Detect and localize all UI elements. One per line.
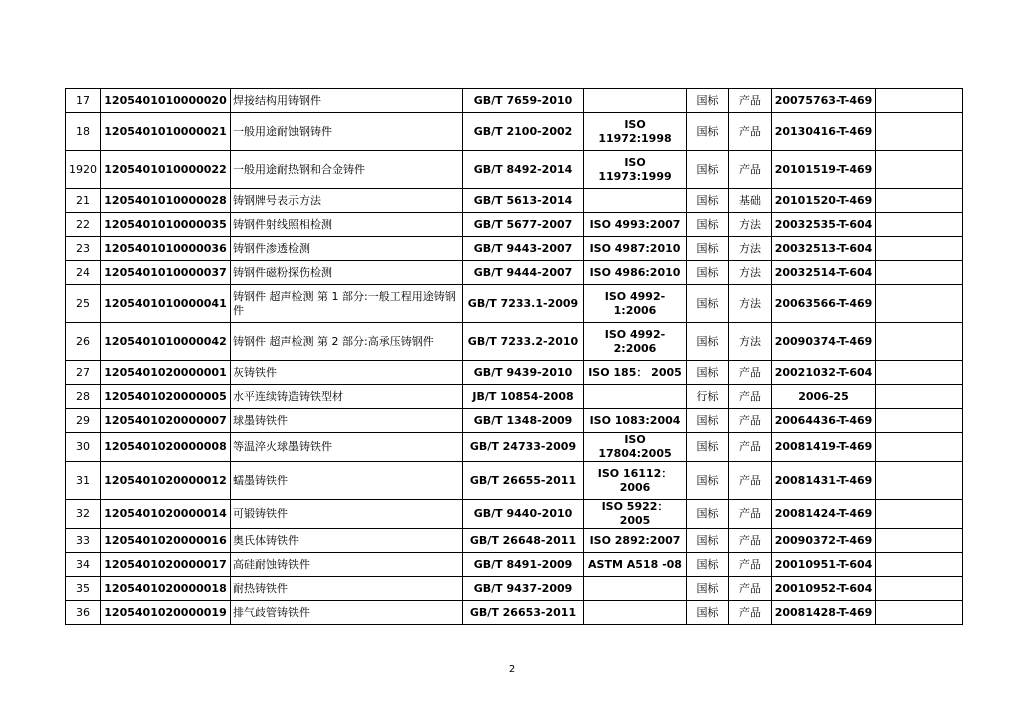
row-seq: 31 [66,462,101,500]
row-name: 铸钢牌号表示方法 [231,189,463,213]
table-row [66,323,963,361]
row-level: 国标 [687,151,729,189]
row-seq: 29 [66,409,101,433]
row-name: 一般用途耐蚀钢铸件 [231,113,463,151]
row-standard-number: JB/T 10854-2008 [463,385,584,409]
row-plan-number: 20101519-T-469 [772,151,876,189]
row-note [876,553,963,577]
row-iso-equivalent: ISO 4993:2007 [584,213,687,237]
table-row [66,113,963,151]
table-row [66,553,963,577]
row-note [876,323,963,361]
table-row [66,433,963,462]
row-iso-equivalent: ISO 4987:2010 [584,237,687,261]
row-level: 国标 [687,553,729,577]
row-seq: 21 [66,189,101,213]
row-code: 1205401020000017 [101,553,231,577]
row-seq: 32 [66,500,101,529]
row-standard-number: GB/T 9443-2007 [463,237,584,261]
row-name: 蠕墨铸铁件 [231,462,463,500]
row-code: 1205401020000019 [101,601,231,625]
row-iso-equivalent: ISO 11973:1999 [584,151,687,189]
standards-table [65,88,963,625]
row-note [876,361,963,385]
row-seq: 26 [66,323,101,361]
table-row [66,189,963,213]
row-level: 国标 [687,433,729,462]
standards-table-body [66,89,963,625]
row-category: 方法 [729,285,772,323]
row-iso-equivalent: ISO 17804:2005 [584,433,687,462]
row-standard-number: GB/T 5677-2007 [463,213,584,237]
row-level: 国标 [687,323,729,361]
row-standard-number: GB/T 24733-2009 [463,433,584,462]
row-seq: 30 [66,433,101,462]
row-name: 铸钢件磁粉探伤检测 [231,261,463,285]
page-number: 2 [508,664,516,675]
row-plan-number: 20064436-T-469 [772,409,876,433]
row-level: 国标 [687,577,729,601]
row-plan-number: 20081419-T-469 [772,433,876,462]
row-seq: 22 [66,213,101,237]
row-category: 产品 [729,601,772,625]
row-standard-number: GB/T 8491-2009 [463,553,584,577]
row-iso-equivalent: ISO 185： 2005 [584,361,687,385]
row-note [876,261,963,285]
row-name: 奥氏体铸铁件 [231,529,463,553]
row-note [876,89,963,113]
row-name: 铸钢件 超声检测 第 1 部分:一般工程用途铸钢件 [231,285,463,323]
row-level: 国标 [687,500,729,529]
row-standard-number: GB/T 26655-2011 [463,462,584,500]
row-note [876,113,963,151]
row-code: 1205401010000022 [101,151,231,189]
row-plan-number: 20063566-T-469 [772,285,876,323]
row-category: 产品 [729,433,772,462]
row-level: 国标 [687,261,729,285]
row-category: 基础 [729,189,772,213]
row-name: 水平连续铸造铸铁型材 [231,385,463,409]
row-code: 1205401010000041 [101,285,231,323]
row-level: 国标 [687,361,729,385]
row-category: 方法 [729,237,772,261]
row-iso-equivalent [584,189,687,213]
row-seq: 28 [66,385,101,409]
row-seq: 25 [66,285,101,323]
row-category: 产品 [729,553,772,577]
table-row [66,601,963,625]
table-row [66,577,963,601]
row-level: 国标 [687,213,729,237]
row-plan-number: 20090372-T-469 [772,529,876,553]
row-level: 国标 [687,237,729,261]
row-level: 国标 [687,89,729,113]
table-row [66,151,963,189]
row-standard-number: GB/T 8492-2014 [463,151,584,189]
row-iso-equivalent: ISO 11972:1998 [584,113,687,151]
row-note [876,237,963,261]
row-category: 产品 [729,89,772,113]
row-standard-number: GB/T 26648-2011 [463,529,584,553]
row-code: 1205401020000014 [101,500,231,529]
row-level: 行标 [687,385,729,409]
row-standard-number: GB/T 7233.2-2010 [463,323,584,361]
row-category: 产品 [729,409,772,433]
row-category: 方法 [729,323,772,361]
row-name: 高硅耐蚀铸铁件 [231,553,463,577]
row-standard-number: GB/T 9440-2010 [463,500,584,529]
row-iso-equivalent: ISO 1083:2004 [584,409,687,433]
row-plan-number: 20021032-T-604 [772,361,876,385]
row-standard-number: GB/T 26653-2011 [463,601,584,625]
row-note [876,529,963,553]
row-code: 1205401010000020 [101,89,231,113]
row-note [876,433,963,462]
row-code: 1205401010000042 [101,323,231,361]
row-iso-equivalent: ISO 4986:2010 [584,261,687,285]
row-level: 国标 [687,189,729,213]
row-code: 1205401010000037 [101,261,231,285]
row-name: 排气歧管铸铁件 [231,601,463,625]
row-plan-number: 20010951-T-604 [772,553,876,577]
row-category: 产品 [729,529,772,553]
table-row [66,462,963,500]
row-plan-number: 20010952-T-604 [772,577,876,601]
row-name: 铸钢件 超声检测 第 2 部分:高承压铸钢件 [231,323,463,361]
row-iso-equivalent [584,89,687,113]
row-note [876,500,963,529]
table-row [66,213,963,237]
row-name: 等温淬火球墨铸铁件 [231,433,463,462]
row-standard-number: GB/T 7233.1-2009 [463,285,584,323]
row-category: 产品 [729,577,772,601]
row-level: 国标 [687,409,729,433]
table-row [66,237,963,261]
row-standard-number: GB/T 1348-2009 [463,409,584,433]
row-note [876,213,963,237]
row-note [876,385,963,409]
row-seq: 23 [66,237,101,261]
row-seq: 35 [66,577,101,601]
row-note [876,409,963,433]
row-seq: 1920 [66,151,101,189]
row-category: 产品 [729,462,772,500]
row-plan-number: 20032513-T-604 [772,237,876,261]
row-category: 方法 [729,213,772,237]
row-name: 一般用途耐热钢和合金铸件 [231,151,463,189]
row-plan-number: 20130416-T-469 [772,113,876,151]
row-iso-equivalent: ASTM A518 -08 [584,553,687,577]
row-category: 产品 [729,500,772,529]
row-level: 国标 [687,462,729,500]
row-standard-number: GB/T 5613-2014 [463,189,584,213]
row-name: 耐热铸铁件 [231,577,463,601]
row-seq: 33 [66,529,101,553]
row-note [876,151,963,189]
row-seq: 18 [66,113,101,151]
table-row [66,529,963,553]
row-code: 1205401010000021 [101,113,231,151]
row-seq: 36 [66,601,101,625]
row-name: 可锻铸铁件 [231,500,463,529]
row-level: 国标 [687,285,729,323]
row-note [876,601,963,625]
row-note [876,285,963,323]
row-iso-equivalent: ISO 4992-1:2006 [584,285,687,323]
row-code: 1205401010000035 [101,213,231,237]
table-row [66,500,963,529]
table-row [66,261,963,285]
row-seq: 27 [66,361,101,385]
row-name: 球墨铸铁件 [231,409,463,433]
row-category: 产品 [729,113,772,151]
row-plan-number: 20081428-T-469 [772,601,876,625]
row-plan-number: 20101520-T-469 [772,189,876,213]
row-note [876,462,963,500]
row-name: 铸钢件射线照相检测 [231,213,463,237]
row-code: 1205401020000016 [101,529,231,553]
row-iso-equivalent: ISO 4992-2:2006 [584,323,687,361]
row-standard-number: GB/T 2100-2002 [463,113,584,151]
row-iso-equivalent: ISO 2892:2007 [584,529,687,553]
table-row [66,361,963,385]
row-level: 国标 [687,113,729,151]
table-row [66,89,963,113]
row-iso-equivalent: ISO 16112： 2006 [584,462,687,500]
row-code: 1205401020000001 [101,361,231,385]
row-code: 1205401020000008 [101,433,231,462]
row-iso-equivalent [584,601,687,625]
row-plan-number: 2006-25 [772,385,876,409]
row-plan-number: 20032535-T-604 [772,213,876,237]
row-level: 国标 [687,529,729,553]
row-code: 1205401010000036 [101,237,231,261]
row-iso-equivalent: ISO 5922： 2005 [584,500,687,529]
row-category: 方法 [729,261,772,285]
row-plan-number: 20081424-T-469 [772,500,876,529]
row-standard-number: GB/T 9439-2010 [463,361,584,385]
row-iso-equivalent [584,385,687,409]
row-plan-number: 20081431-T-469 [772,462,876,500]
row-category: 产品 [729,361,772,385]
row-code: 1205401020000018 [101,577,231,601]
row-seq: 17 [66,89,101,113]
row-seq: 24 [66,261,101,285]
row-seq: 34 [66,553,101,577]
row-name: 铸钢件渗透检测 [231,237,463,261]
row-plan-number: 20032514-T-604 [772,261,876,285]
row-code: 1205401010000028 [101,189,231,213]
row-note [876,577,963,601]
row-iso-equivalent [584,577,687,601]
row-plan-number: 20090374-T-469 [772,323,876,361]
row-plan-number: 20075763-T-469 [772,89,876,113]
row-code: 1205401020000005 [101,385,231,409]
row-level: 国标 [687,601,729,625]
row-standard-number: GB/T 9437-2009 [463,577,584,601]
row-code: 1205401020000012 [101,462,231,500]
row-note [876,189,963,213]
table-row [66,385,963,409]
row-name: 灰铸铁件 [231,361,463,385]
table-row [66,409,963,433]
row-standard-number: GB/T 9444-2007 [463,261,584,285]
row-name: 焊接结构用铸钢件 [231,89,463,113]
row-code: 1205401020000007 [101,409,231,433]
table-row [66,285,963,323]
row-category: 产品 [729,385,772,409]
row-category: 产品 [729,151,772,189]
row-standard-number: GB/T 7659-2010 [463,89,584,113]
